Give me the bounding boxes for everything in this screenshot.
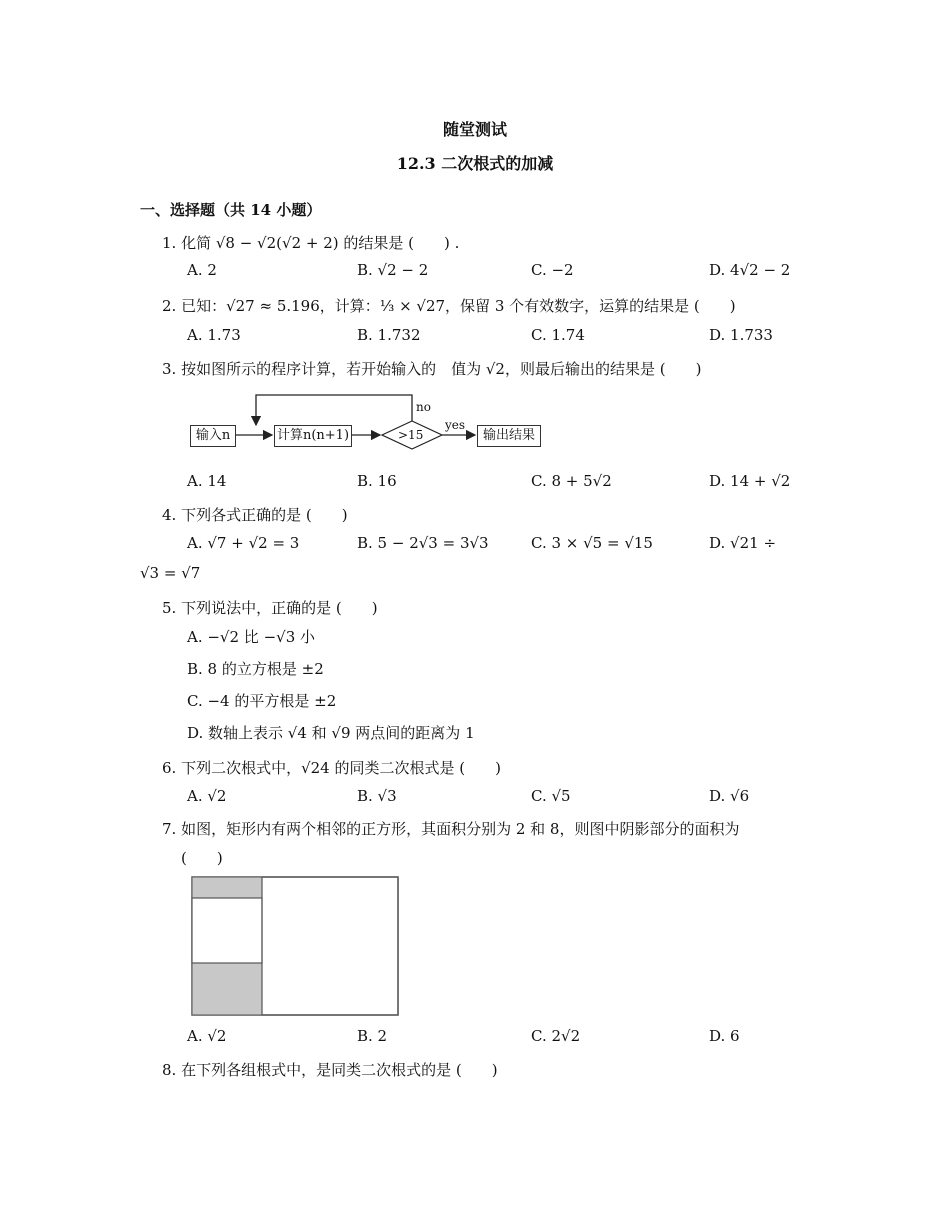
- question-4-option-a: A. √7 + √2 = 3: [187, 534, 300, 552]
- shaded-region-bottom: [192, 963, 262, 1015]
- question-1-option-d: D. 4√2 − 2: [709, 261, 791, 279]
- question-5-stem: 5. 下列说法中，正确的是 ( ): [162, 599, 378, 617]
- question-6-stem: 6. 下列二次根式中，√24 的同类二次根式是 ( ): [162, 759, 501, 777]
- question-4-option-d: D. √21 ÷: [709, 534, 777, 552]
- section-title: 一、选择题（共 14 小题）: [140, 201, 322, 219]
- question-2-option-d: D. 1.733: [709, 326, 773, 344]
- figure-drawing: [191, 876, 399, 1016]
- question-3-option-c: C. 8 + 5√2: [531, 472, 612, 490]
- arrow-no-loop: [256, 395, 412, 425]
- flowchart-input-box: 输入n: [190, 425, 236, 447]
- question-5-option-d: D. 数轴上表示 √4 和 √9 两点间的距离为 1: [187, 724, 475, 742]
- question-2-option-c: C. 1.74: [531, 326, 585, 344]
- page-subtitle: 12.3 二次根式的加减: [396, 154, 554, 173]
- question-3-option-d: D. 14 + √2: [709, 472, 791, 490]
- question-6-option-a: A. √2: [187, 787, 227, 805]
- question-6-option-d: D. √6: [709, 787, 750, 805]
- question-5-option-b: B. 8 的立方根是 ±2: [187, 660, 324, 678]
- flowchart-yes-label: yes: [445, 418, 466, 432]
- question-4-option-b: B. 5 − 2√3 = 3√3: [357, 534, 489, 552]
- question-8-stem: 8. 在下列各组根式中，是同类二次根式的是 ( ): [162, 1061, 498, 1079]
- program-flowchart: [186, 392, 546, 462]
- question-1-option-c: C. −2: [531, 261, 574, 279]
- question-2-stem: 2. 已知：√27 ≈ 5.196，计算：⅓ × √27，保留 3 个有效数字，运算的结果是 ( ): [162, 297, 736, 315]
- question-3-option-a: A. 14: [187, 472, 227, 490]
- question-6-option-b: B. √3: [357, 787, 397, 805]
- question-6-option-c: C. √5: [531, 787, 571, 805]
- question-7-stem: 7. 如图，矩形内有两个相邻的正方形，其面积分别为 2 和 8，则图中阴影部分的面积为: [162, 820, 740, 838]
- question-7-option-a: A. √2: [187, 1027, 227, 1045]
- question-4-option-c: C. 3 × √5 = √15: [531, 534, 653, 552]
- question-4-option-d-continuation: √3 = √7: [140, 564, 201, 582]
- question-2-option-b: B. 1.732: [357, 326, 421, 344]
- question-7-stem-continuation: ( ): [181, 849, 223, 867]
- flowchart-condition-label: >15: [398, 428, 424, 442]
- question-1-stem: 1. 化简 √8 − √2(√2 + 2) 的结果是 ( ) .: [162, 234, 460, 252]
- question-1-option-b: B. √2 − 2: [357, 261, 429, 279]
- question-1-option-a: A. 2: [187, 261, 217, 279]
- shaded-region-top: [192, 877, 262, 898]
- question-3-stem: 3. 按如图所示的程序计算，若开始输入的 值为 √2，则最后输出的结果是 ( ): [162, 360, 702, 378]
- question-4-stem: 4. 下列各式正确的是 ( ): [162, 506, 348, 524]
- rectangle-squares-figure: [191, 876, 399, 1016]
- flowchart-no-label: no: [416, 400, 431, 414]
- question-7-option-d: D. 6: [709, 1027, 740, 1045]
- page-title: 随堂测试: [442, 120, 507, 139]
- question-5-option-a: A. −√2 比 −√3 小: [187, 628, 316, 646]
- small-square: [192, 898, 262, 963]
- question-7-option-b: B. 2: [357, 1027, 388, 1045]
- question-7-option-c: C. 2√2: [531, 1027, 581, 1045]
- flowchart-compute-box: 计算n(n+1): [274, 425, 352, 447]
- question-5-option-c: C. −4 的平方根是 ±2: [187, 692, 337, 710]
- flowchart-output-box: 输出结果: [477, 425, 541, 447]
- question-3-option-b: B. 16: [357, 472, 397, 490]
- question-2-option-a: A. 1.73: [187, 326, 241, 344]
